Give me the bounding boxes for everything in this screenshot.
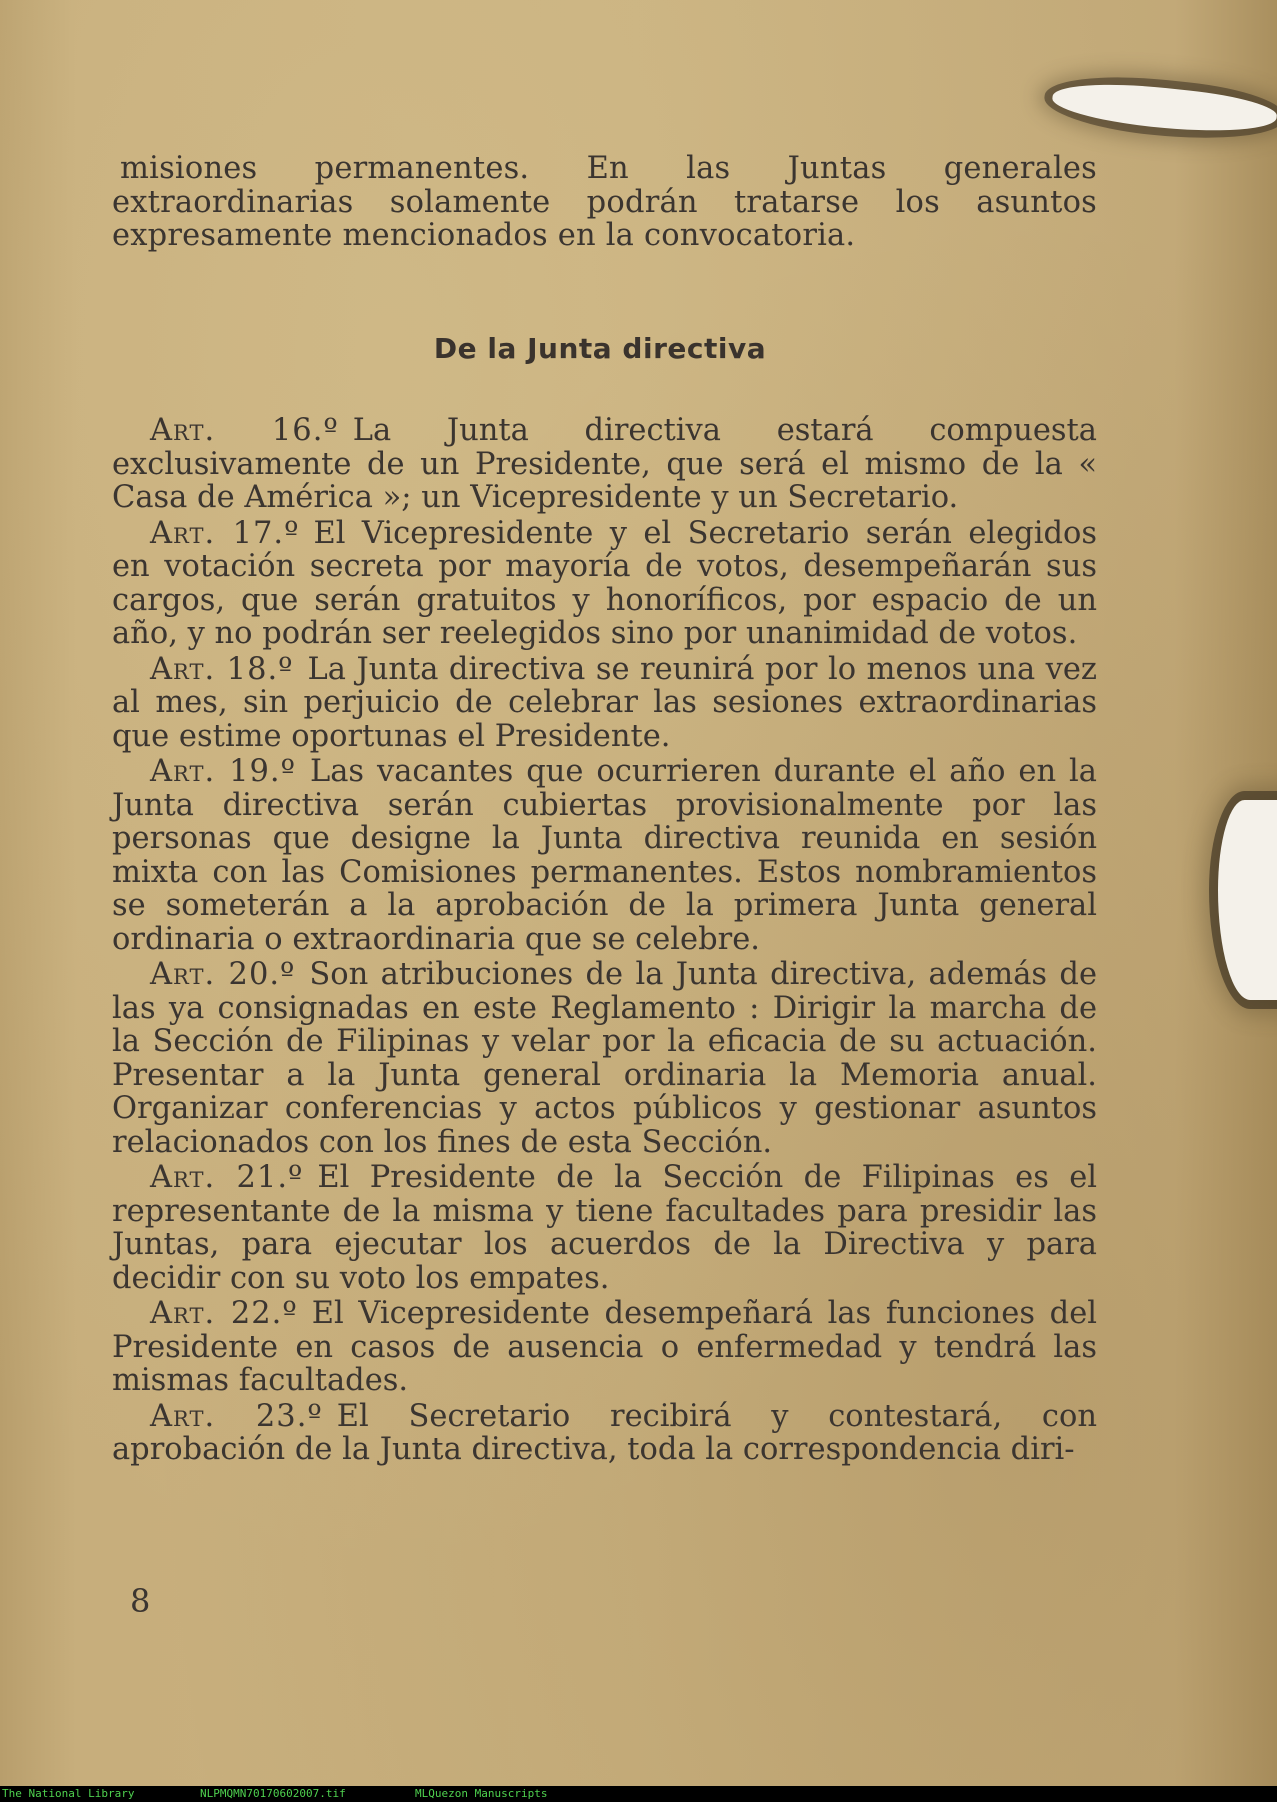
footer-library: The National Library xyxy=(2,1787,135,1800)
article-text: El Secretario recibirá y contestará, con aprobación de la Junta directiva, toda la correspondencia diri- xyxy=(112,1398,1097,1467)
page-number: 8 xyxy=(130,1582,151,1620)
article-label: Art. 20.º xyxy=(150,957,296,992)
article-label: Art. 18.º xyxy=(150,651,294,687)
article-text: Las vacantes que ocurrieren durante el año en la Junta directiva serán cubiertas provisionalmente por las personas que designe la Junta directiva reunida en sesión mixta con las Comisiones permanentes. Estos nombramientos se someterán a la aprobación de la primera Junta general ordinaria o extraordinaria que se celebre. xyxy=(112,754,1097,957)
article-text: La Junta directiva se reunirá por lo menos una vez al mes, sin perjuicio de celebrar las sesiones extraordinarias que estime oportunas el Presidente. xyxy=(112,651,1098,754)
article-label: Art. 21.º xyxy=(150,1160,304,1195)
article-19 xyxy=(112,755,1097,956)
article-text: El Presidente de la Sección de Filipinas es el representante de la misma y tiene facultades para presidir las Juntas, para ejecutar los acuerdos de la Directiva y para decidir con su voto los empates. xyxy=(112,1160,1098,1296)
article-label: Art. 19.º xyxy=(150,754,296,789)
article-label: Art. 16.º xyxy=(150,413,339,448)
scan-footer-bar xyxy=(0,1786,1277,1802)
article-text: La Junta directiva estará compuesta exclusivamente de un Presidente, que será el mismo de la « Casa de América »; un Vicepresidente y un Secretario. xyxy=(112,413,1097,515)
article-text: Son atribuciones de la Junta directiva, además de las ya consignadas en este Reglamento : Dirigir la marcha de la Sección de Filipinas y velar por la eficacia de su actuación. Presentar a la Junta general ordinaria la Memoria anual. Organizar conferencias y actos públicos y gestionar asuntos relacionados con los fines de esta Sección. xyxy=(112,957,1097,1160)
section-heading: De la Junta directiva xyxy=(433,332,767,365)
article-text: El Vicepresidente desempeñará las funciones del Presidente en casos de ausencia o enfermedad y tendrá las mismas facultades. xyxy=(112,1296,1097,1398)
article-label: Art. 23.º xyxy=(150,1398,323,1434)
article-label: Art. 17.º xyxy=(150,515,300,551)
article-18 xyxy=(112,653,1097,754)
article-label: Art. 22.º xyxy=(150,1296,298,1331)
footer-file: NLPMQMN70170602007.tif xyxy=(200,1787,346,1800)
articles-list xyxy=(112,414,1097,1469)
article-21 xyxy=(112,1161,1097,1295)
paper-damage-top xyxy=(1051,76,1277,139)
article-16 xyxy=(112,414,1097,515)
article-17 xyxy=(112,517,1097,651)
article-text: El Vicepresidente y el Secretario serán elegidos en votación secreta por mayoría de votos, desempeñarán sus cargos, que serán gratuitos y honoríficos, por espacio de un año, y no podrán ser reelegidos sino por unanimidad de votos. xyxy=(112,515,1097,651)
intro-text-block xyxy=(112,152,1097,253)
paper-damage-right xyxy=(1218,800,1277,1000)
intro-paragraph: misiones permanentes. En las Juntas generales extraordinarias solamente podrán tratarse los asuntos expresamente mencionados en la convocatoria. xyxy=(112,151,1097,253)
footer-collection: MLQuezon Manuscripts xyxy=(415,1787,548,1800)
article-22 xyxy=(112,1297,1097,1398)
article-20 xyxy=(112,958,1097,1159)
article-23 xyxy=(112,1400,1097,1467)
